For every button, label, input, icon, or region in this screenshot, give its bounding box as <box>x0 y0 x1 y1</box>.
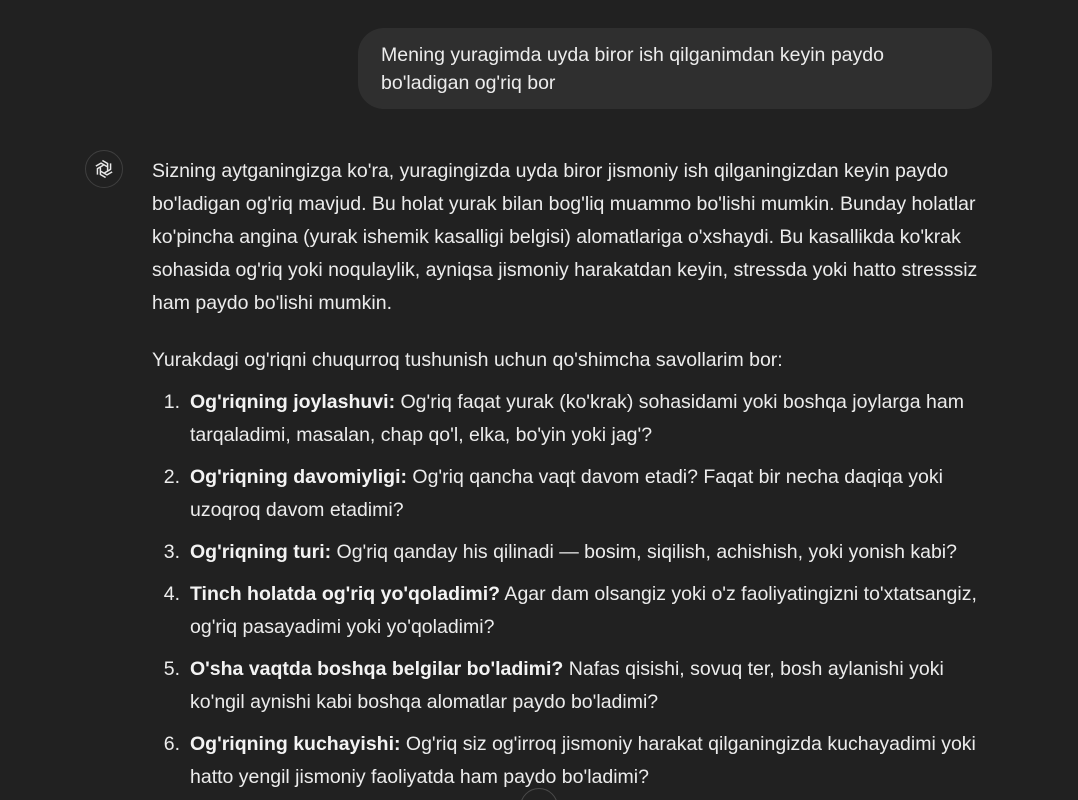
assistant-lead-paragraph: Yurakdagi og'riqni chuqurroq tushunish uchun qo'shimcha savollarim bor: <box>152 349 783 371</box>
list-item-title: O'sha vaqtda boshqa belgilar bo'ladimi? <box>190 658 564 680</box>
list-item <box>152 536 992 569</box>
assistant-message <box>152 155 992 800</box>
list-item-title: Og'riqning joylashuvi: <box>190 391 396 413</box>
list-item-text: Agar dam olsangiz yoki o'z faoliyatingizni to'xtatsangiz, og'riq pasayadimi yoki yo'qoladimi? <box>190 583 977 638</box>
list-item-text: Og'riq qancha vaqt davom etadi? Faqat bir necha daqiqa yoki uzoqroq davom etadimi? <box>190 466 943 521</box>
list-item-number: 1. <box>163 391 180 413</box>
openai-logo-icon <box>92 157 116 181</box>
user-message-line-1: Mening yuragimda uyda biror ish qilganimdan keyin paydo <box>381 44 884 66</box>
list-item <box>152 461 992 527</box>
list-item-number: 3. <box>163 541 180 563</box>
list-item-title: Og'riqning turi: <box>190 541 332 563</box>
list-item-text: Og'riq qanday his qilinadi — bosim, siqilish, achishish, yoki yonish kabi? <box>331 541 957 563</box>
list-item-number: 6. <box>163 733 180 755</box>
list-item-text: Og'riq siz og'irroq jismoniy harakat qilganingizda kuchayadimi yoki hatto yengil jismoniy faoliyatda ham paydo bo'ladimi? <box>190 733 976 788</box>
list-item-title: Og'riqning kuchayishi: <box>190 733 401 755</box>
user-message-line-2: bo'ladigan og'riq bor <box>381 72 556 94</box>
list-item-title: Og'riqning davomiyligi: <box>190 466 407 488</box>
assistant-intro-paragraph: Sizning aytganingizga ko'ra, yuragingizda uyda biror jismoniy ish qilganingizdan keyin paydo bo'ladigan og'riq mavjud. Bu holat yurak bilan bog'liq muammo bo'lishi mumkin. Bunday holatlar ko'pincha angina (yurak ishemik kasalligi belgisi) alomatlariga o'xshaydi. Bu kasallikda ko'krak sohasida og'riq yoki noqulaylik, ayniqsa jismoniy harakatdan keyin, stressda yoki hatto stresssiz ham paydo bo'lishi mumkin. <box>152 160 978 314</box>
question-list <box>152 386 992 794</box>
list-item-number: 4. <box>163 583 180 605</box>
list-item <box>152 653 992 719</box>
assistant-avatar <box>85 150 123 188</box>
list-item-number: 2. <box>163 466 180 488</box>
list-item <box>152 578 992 644</box>
list-item <box>152 386 992 452</box>
list-item-title: Tinch holatda og'riq yo'qoladimi? <box>190 583 501 605</box>
list-item-number: 5. <box>163 658 180 680</box>
list-item <box>152 728 992 794</box>
list-item-text: Nafas qisishi, sovuq ter, bosh aylanishi yoki ko'ngil aynishi kabi boshqa alomatlar paydo bo'ladimi? <box>190 658 944 713</box>
user-message-bubble <box>358 28 992 109</box>
list-item-text: Og'riq faqat yurak (ko'krak) sohasidami yoki boshqa joylarga ham tarqaladimi, masalan, chap qo'l, elka, bo'yin yoki jag'? <box>190 391 964 446</box>
